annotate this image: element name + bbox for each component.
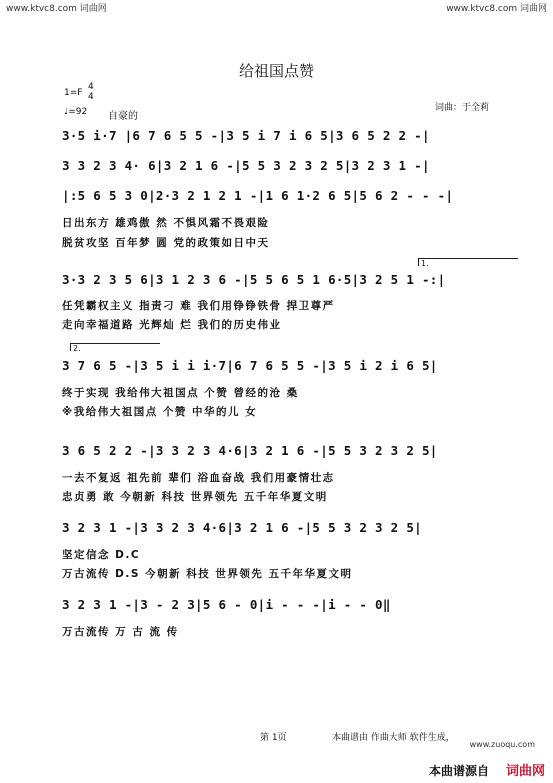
lyric-line-5a: 终于实现 我给伟大祖国点 个赞 曾经的沧 桑 [62, 387, 299, 399]
lyric-line-4a: 任凭霸权主义 指责刁 难 我们用铮铮铁骨 捍卫尊严 [62, 300, 335, 312]
notation-line-1: 3·5 i·7 |6 7 6 5 5 -|3 5 i 7 i 6 5|3 6 5 2 2 -| [62, 128, 430, 143]
source-brand-logo: 词曲网 [505, 764, 545, 779]
notation-line-8: 3 2 3 1 -|3 - 2 3|5 6 - 0|i - - -|i - - 0‖ [62, 597, 391, 612]
tempo-mark: ♩=92 [64, 107, 88, 117]
composer-credit: 词曲：于全莉 [434, 103, 489, 113]
lyric-line-7a: 坚定信念 D.C [62, 549, 141, 561]
notation-line-4: 3·3 2 3 5 6|3 1 2 3 6 -|5 5 6 5 1 6·5|3 2 5 1 -:| [62, 272, 446, 287]
page-number: 第 1页 [260, 733, 287, 743]
song-title: 给祖国点赞 [238, 62, 314, 80]
watermark-right: www.ktvc8.com 词曲网 [446, 4, 547, 14]
watermark-left: www.ktvc8.com 词曲网 [6, 4, 107, 14]
meter-bottom: 4 [88, 92, 94, 102]
volta-2-label: 2. [73, 344, 81, 353]
generator-site: www.zuoqu.com [469, 740, 535, 749]
generator-credit: 本曲谱由 作曲大师 软件生成， [332, 733, 455, 743]
notation-line-5: 3 7 6 5 -|3 5 i i i·7|6 7 6 5 5 -|3 5 i 2 i 6 5| [62, 358, 438, 373]
volta-2-bracket [70, 343, 160, 344]
notation-line-3: |:5 6 5 3 0|2·3 2 1 2 1 -|1 6 1·2 6 5|5 6 2 - - -| [62, 188, 454, 203]
lyric-line-4b: 走向幸福道路 光辉灿 烂 我们的历史伟业 [62, 319, 282, 331]
volta-1-label: 1. [421, 259, 429, 268]
notation-line-2: 3 3 2 3 4· 6|3 2 1 6 -|5 5 3 2 3 2 5|3 2 3 1 -| [62, 158, 430, 173]
volta-2-tick [70, 343, 71, 351]
lyric-line-3b: 脱贫攻坚 百年梦 圆 党的政策如日中天 [62, 237, 270, 249]
key-signature: 1=F [64, 88, 83, 98]
source-brand-label: 本曲谱源自 [428, 764, 489, 778]
expression-mark: 自豪的 [108, 111, 138, 122]
meter-top: 4 [88, 82, 94, 92]
time-signature [88, 82, 94, 102]
notation-line-6: 3 6 5 2 2 -|3 3 2 3 4·6|3 2 1 6 -|5 5 3 2 3 2 5| [62, 443, 438, 458]
lyric-line-8a: 万古流传 万 古 流 传 [62, 626, 179, 638]
lyric-line-6b: 忠贞勇 敢 今朝新 科技 世界领先 五千年华夏文明 [62, 491, 328, 503]
volta-1-bracket [418, 258, 518, 259]
lyric-line-5b: ※我给伟大祖国点 个赞 中华的儿 女 [62, 406, 258, 418]
notation-line-7: 3 2 3 1 -|3 3 2 3 4·6|3 2 1 6 -|5 5 3 2 3 2 5| [62, 520, 422, 535]
lyric-line-3a: 日出东方 雄鸡傲 然 不惧风霜不畏艰险 [62, 217, 270, 229]
volta-1-tick [418, 258, 419, 266]
lyric-line-6a: 一去不复返 祖先前 辈们 浴血奋战 我们用豪情壮志 [62, 472, 335, 484]
lyric-line-7b: 万古流传 D.S 今朝新 科技 世界领先 五千年华夏文明 [62, 568, 353, 580]
